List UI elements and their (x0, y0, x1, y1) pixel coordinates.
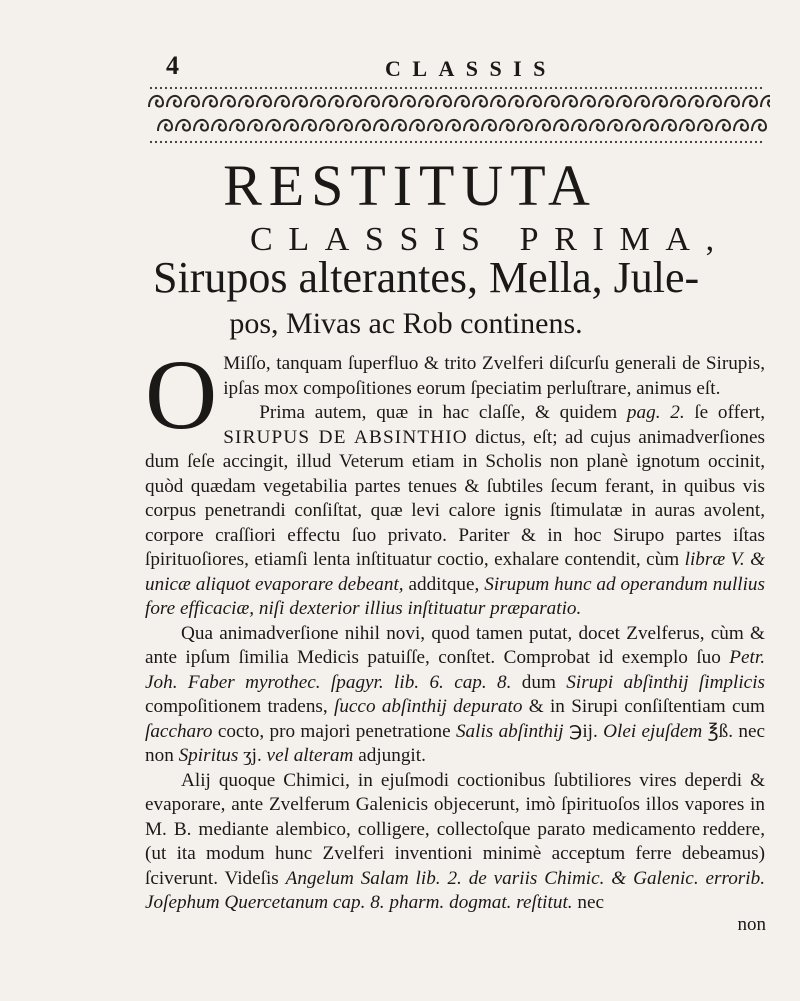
p3-citation: Petr. Joh. Faber myrothec. ſpagyr. lib. 6. cap. 8. (145, 647, 765, 693)
p4-text-c: nec (572, 892, 605, 913)
running-head: CLASSIS (385, 56, 557, 81)
p2-italic-f: libræ V. & unicæ aliquot evaporare debeant, (145, 549, 765, 595)
p2-text-a: Prima autem, quæ in hac claſſe, & quidem (259, 402, 627, 423)
p3-text-e: compoſitionem tradens, (145, 696, 334, 717)
paragraph-4 (145, 769, 765, 916)
p3-italic-j: Salis abſinthij (455, 720, 564, 742)
p3-text-o: ʒj. (238, 745, 267, 766)
p3-text-q: adjungit. (353, 745, 426, 766)
p3-text-g: & in Sirupi conſiſtentiam cum (522, 696, 765, 717)
p4-text-a: Alij quoque Chimici, in ejuſmodi coctionibus ſubtiliores vires deperdi & evaporare, ante Zvelferum Galenicis objecerunt, imò ſpirituoſos illos vapores in M. B. mediante alembico, colligere, collectoſque parato medicamento reddere, (ut ita modum hunc Zvelferi inventioni minimè acceptum ferre debeamus) ſciverunt. Videſis (145, 769, 765, 889)
p3-italic-p: vel alteram (266, 745, 354, 766)
page-number: 4 (166, 51, 179, 80)
p3-text-i: cocto, pro majori penetratione (212, 720, 456, 742)
title-description-line1: Sirupos alterantes, Mella, Jule- (153, 253, 700, 302)
p3-italic-h: ſaccharo (145, 720, 213, 742)
printers-ornament-band (145, 84, 770, 146)
page-header (0, 52, 800, 80)
p3-italic-l: Olei ejuſdem (603, 720, 703, 742)
p3-italic-d: Sirupi abſinthij ſimplicis (566, 671, 765, 693)
p4-citations: Angelum Salam lib. 2. de variis Chimic. & Galenic. errorib. Joſephum Quercetanum cap. 8. pharm. dogmat. reſtitut. (145, 867, 765, 913)
title-main: RESTITUTA (223, 153, 597, 218)
p3-text-m: ℥ß. nec non (145, 720, 765, 766)
p2-text-g: additque, (403, 573, 485, 595)
p3-italic-f: ſucco abſinthij depurato (333, 696, 523, 717)
body-text (145, 339, 765, 916)
title-sub: CLASSIS PRIMA, (250, 221, 730, 258)
ornament-graphic (145, 84, 770, 146)
drop-cap: O (145, 339, 218, 450)
p2-sirup-name: SIRUPUS DE ABSINTHIO (223, 426, 468, 448)
p2-text-e: dictus, eſt; ad cujus animadverſiones dum ſeſe accingit, illud Veterum etiam in Scholis non planè ignotum occinit, quòd quædam vegetabilia partes tenues & ſubtiles ſecum ferant, in quibus vis corpus penetrandi conſiſtat, quæ levi calore ignis ſtimulatæ in auras avolent, corpore craſſiori effectu ſuo privato. Pariter & in hoc Sirupo partes iſtas ſpirituoſiores, etiamſi lenta inſtituatur coctio, exhalare contendit, cùm (145, 426, 765, 570)
paragraph-3 (145, 622, 765, 769)
p3-italic-n: Spiritus (178, 745, 239, 766)
paragraph-2 (145, 401, 765, 622)
paragraph-1-text: Miſſo, tanquam ſuperfluo & trito Zvelferi diſcurſu generali de Sirupis, ipſas mox compoſitiones eorum ſpeciatim perluſtrare, animus eſt. (223, 353, 765, 399)
p2-text-c: ſe offert, (684, 402, 765, 423)
title-description-line2: pos, Mivas ac Rob continens. (229, 307, 583, 340)
p2-page-ref: pag. 2. (626, 402, 685, 423)
p3-text-k: ℈ij. (563, 720, 604, 742)
p3-text-a: Qua animadverſione nihil novi, quod tamen putat, docet Zvelferus, cùm & ante ipſum ſimilia Medicis patuiſſe, conſtet. Comprobat id exemplo ſuo (145, 622, 765, 668)
p3-text-c: dum (511, 671, 567, 693)
catchword: non (737, 914, 766, 935)
p2-italic-h: Sirupum hunc ad operandum nullius fore efficaciæ, niſi dexterior illius inſtituatur præparatio. (145, 573, 765, 619)
